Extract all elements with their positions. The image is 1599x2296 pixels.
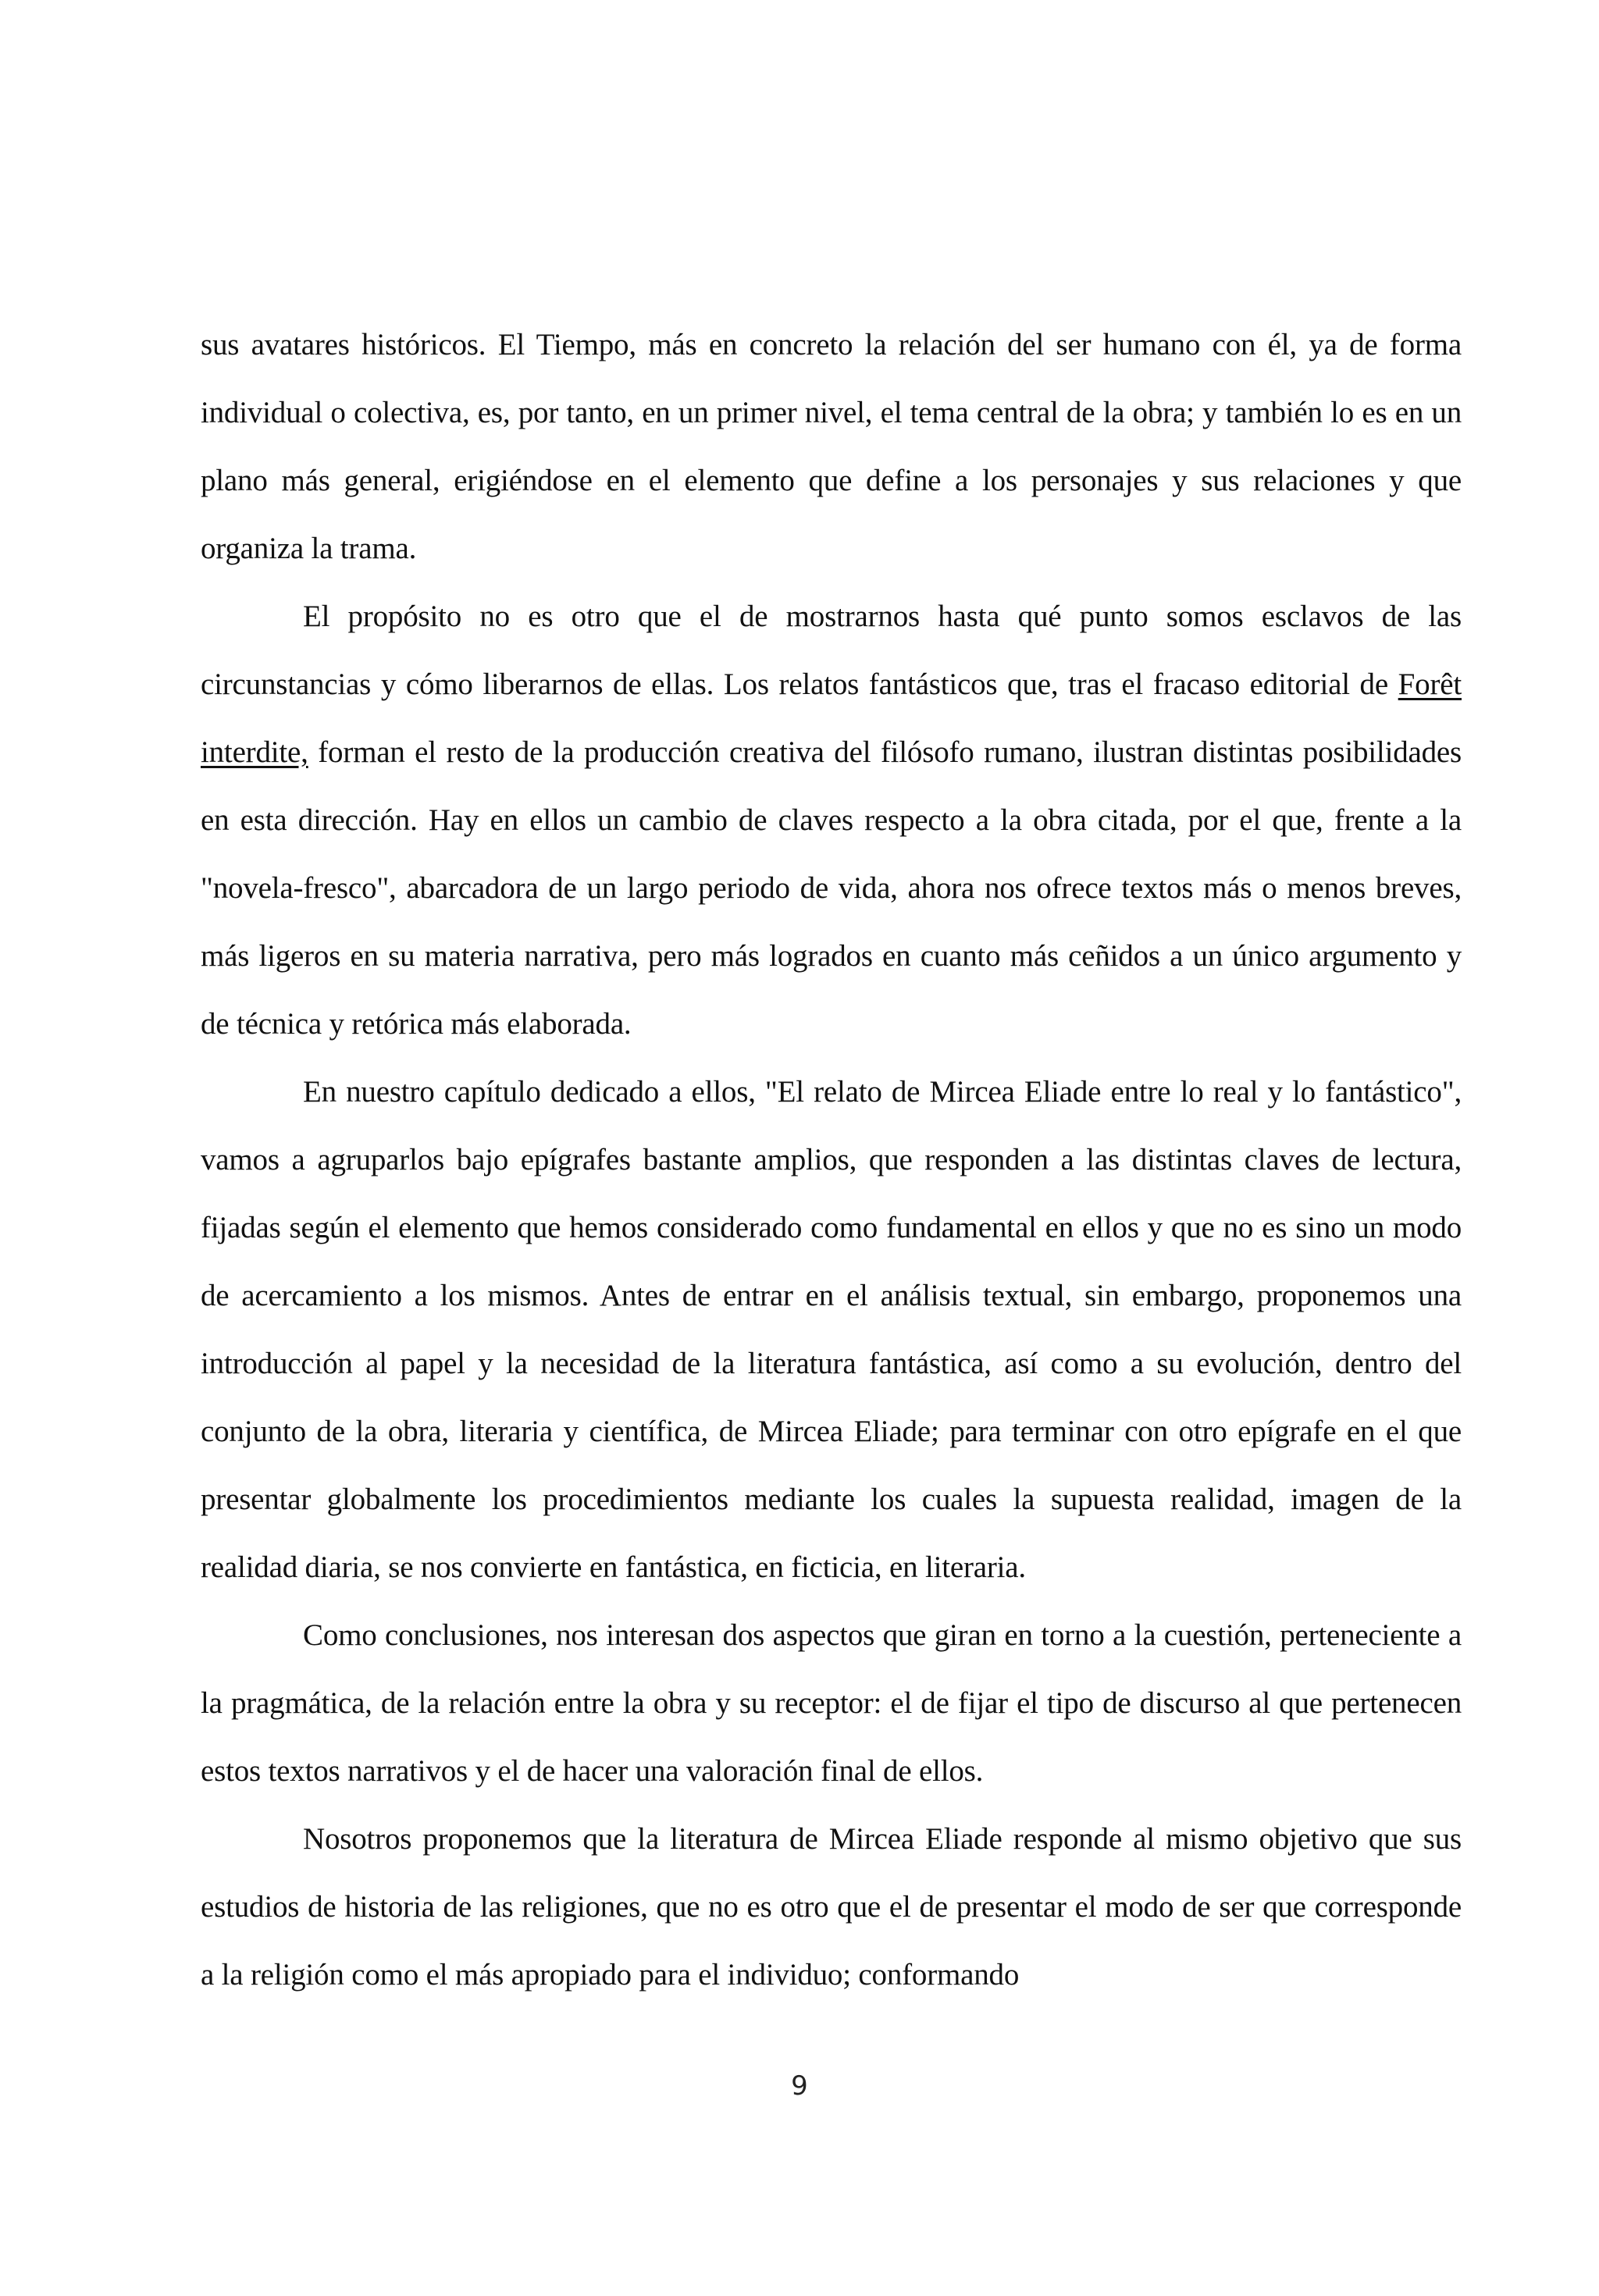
paragraph-text: forman el resto de la producción creativa del filósofo rumano, ilustran distintas posibilidades en esta dirección. Hay en ellos un cambio de claves respecto a la obra citada, por el que, frente a la "novela-fresco", abarcadora de un largo periodo de vida, ahora nos ofrece textos más o menos breves, más ligeros en su materia narrativa, pero más logrados en cuanto más ceñidos a un único argumento y de técnica y retórica más elaborada. (201, 735, 1462, 1041)
paragraph-text: El propósito no es otro que el de mostrarnos hasta qué punto somos esclavos de las circunstancias y cómo liberarnos de ellas. Los relatos fantásticos que, tras el fracaso editorial de (201, 600, 1462, 701)
page-number: 9 (791, 2070, 808, 2102)
paragraph (201, 1058, 1462, 1601)
paragraph (201, 311, 1462, 582)
body-text (201, 311, 1462, 2009)
paragraph-text: Como conclusiones, nos interesan dos aspectos que giran en torno a la cuestión, perteneciente a la pragmática, de la relación entre la obra y su receptor: el de fijar el tipo de discurso al que pertenecen estos textos narrativos y el de hacer una valoración final de ellos. (201, 1618, 1462, 1788)
paragraph-text: Nosotros proponemos que la literatura de Mircea Eliade responde al mismo objetivo que sus estudios de historia de las religiones, que no es otro que el de presentar el modo de ser que corresponde a la religión como el más apropiado para el individuo; conformando (201, 1822, 1462, 1992)
paragraph (201, 582, 1462, 1058)
underlined-title: Forêt interdite, (201, 667, 1462, 769)
paragraph (201, 1805, 1462, 2009)
paragraph-text: sus avatares históricos. El Tiempo, más en concreto la relación del ser humano con él, ya de forma individual o colectiva, es, por tanto, en un primer nivel, el tema central de la obra; y también lo es en un plano más general, erigiéndose en el elemento que define a los personajes y sus relaciones y que organiza la trama. (201, 328, 1462, 565)
paragraph (201, 1601, 1462, 1805)
paragraph-text: En nuestro capítulo dedicado a ellos, "El relato de Mircea Eliade entre lo real y lo fantástico", vamos a agruparlos bajo epígrafes bastante amplios, que responden a las distintas claves de lectura, fijadas según el elemento que hemos considerado como fundamental en ellos y que no es sino un modo de acercamiento a los mismos. Antes de entrar en el análisis textual, sin embargo, proponemos una introducción al papel y la necesidad de la literatura fantástica, así como a su evolución, dentro del conjunto de la obra, literaria y científica, de Mircea Eliade; para terminar con otro epígrafe en el que presentar globalmente los procedimientos mediante los cuales la supuesta realidad, imagen de la realidad diaria, se nos convierte en fantástica, en ficticia, en literaria. (201, 1075, 1462, 1584)
